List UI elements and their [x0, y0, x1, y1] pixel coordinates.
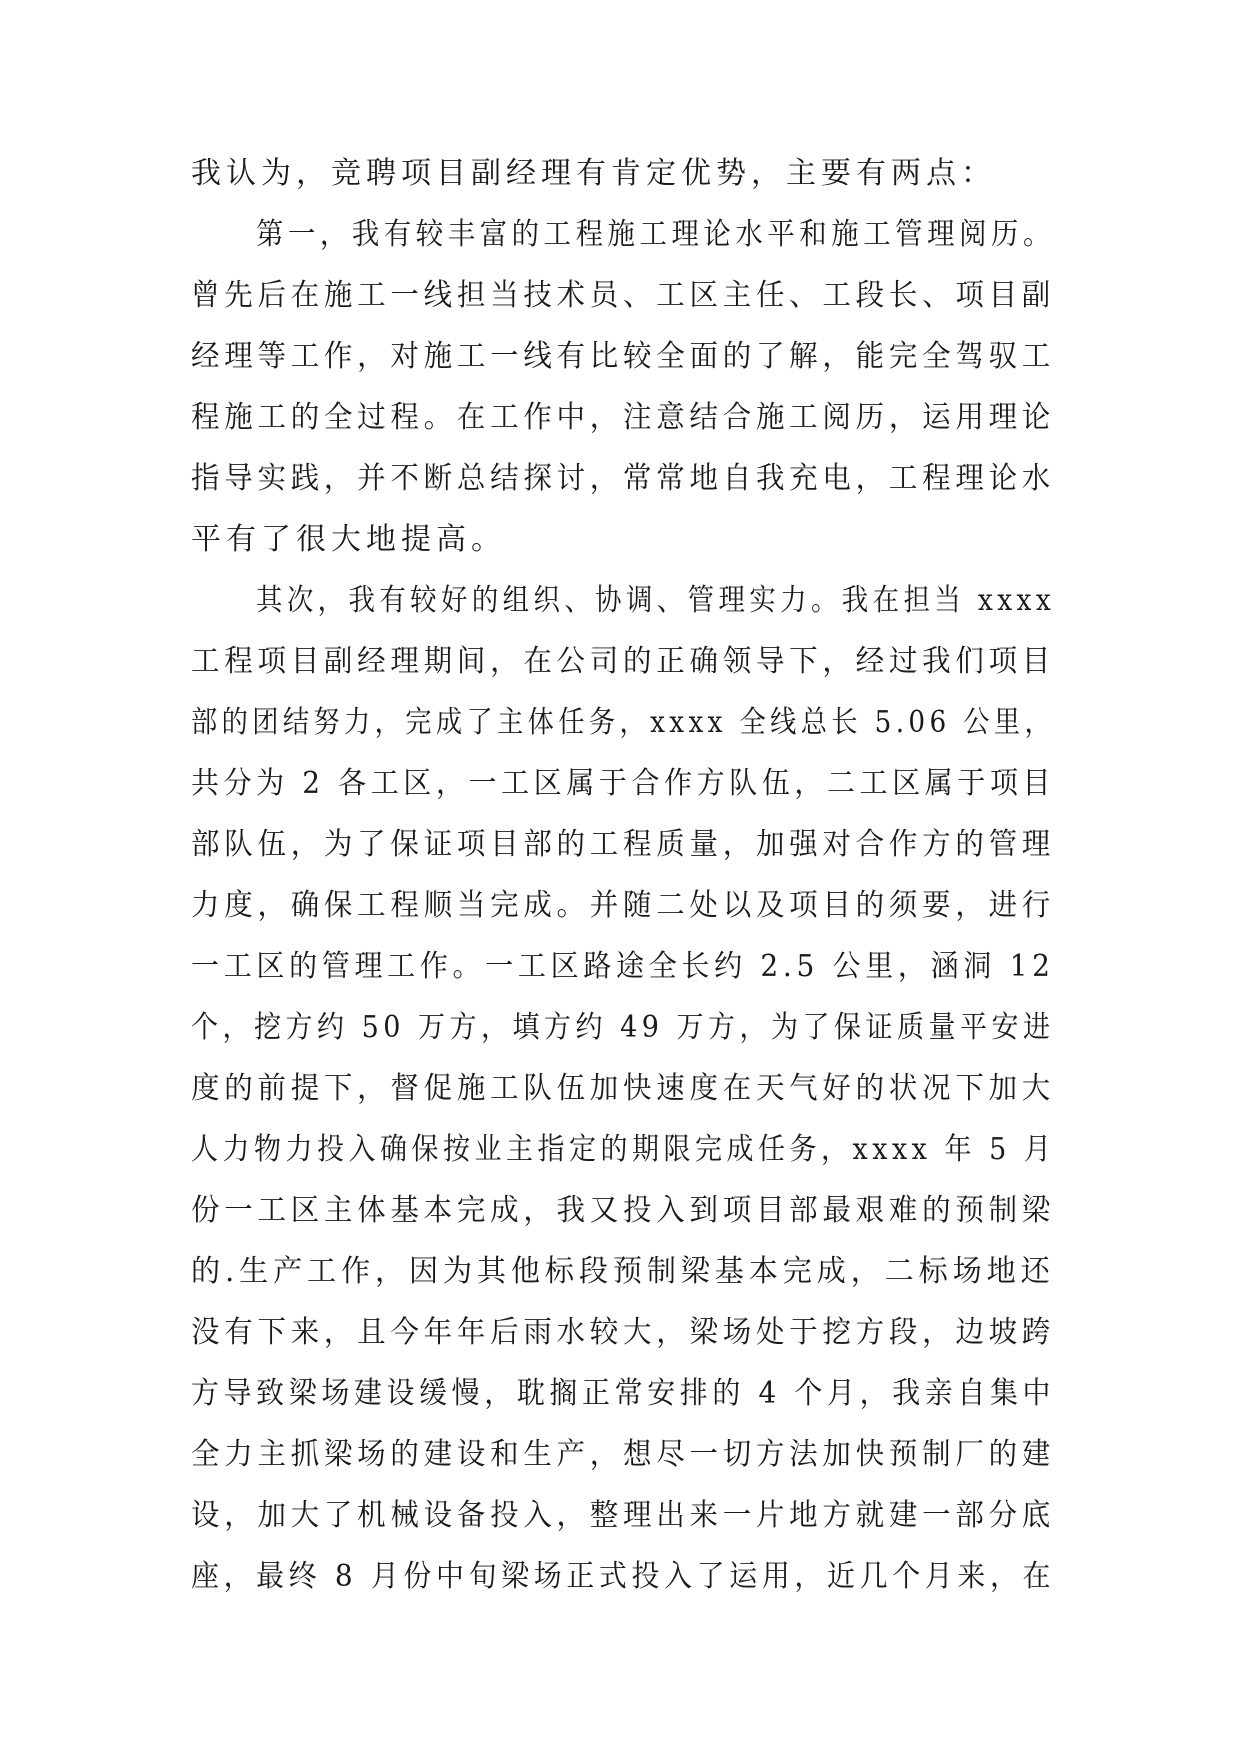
text-line: 个，挖方约 50 万方，填方约 49 万方，为了保证质量平安进	[191, 1010, 1055, 1045]
text-line: 全力主抓梁场的建设和生产，想尽一切方法加快预制厂的建	[191, 1437, 1056, 1472]
text-line: 一工区的管理工作。一工区路途全长约 2.5 公里，涵洞 12	[191, 949, 1055, 984]
text-line: 经理等工作，对施工一线有比较全面的了解，能完全驾驭工	[191, 339, 1056, 374]
text-line: 力度，确保工程顺当完成。并随二处以及项目的须要，进行	[191, 888, 1056, 923]
text-line: 共分为 2 各工区，一工区属于合作方队伍，二工区属于项目	[191, 766, 1056, 801]
text-line: 方导致梁场建设缓慢，耽搁正常安排的 4 个月，我亲自集中	[191, 1376, 1056, 1411]
text-line: 我认为，竞聘项目副经理有肯定优势，主要有两点：	[191, 156, 996, 191]
text-line: 份一工区主体基本完成，我又投入到项目部最艰难的预制梁	[191, 1193, 1056, 1228]
paragraph-first-line: 其次，我有较好的组织、协调、管理实力。我在担当 xxxx	[256, 583, 1056, 618]
text-line: 度的前提下，督促施工队伍加快速度在天气好的状况下加大	[191, 1071, 1056, 1106]
text-line: 的.生产工作，因为其他标段预制梁基本完成，二标场地还	[191, 1254, 1055, 1289]
text-line: 曾先后在施工一线担当技术员、工区主任、工段长、项目副	[191, 278, 1056, 313]
paragraph-first-line: 第一，我有较丰富的工程施工理论水平和施工管理阅历。	[256, 217, 1055, 252]
text-line: 工程项目副经理期间，在公司的正确领导下，经过我们项目	[191, 644, 1056, 679]
text-line: 人力物力投入确保按业主指定的期限完成任务，xxxx 年 5 月	[191, 1132, 1056, 1167]
text-line: 指导实践，并不断总结探讨，常常地自我充电，工程理论水	[191, 461, 1056, 496]
text-line: 程施工的全过程。在工作中，注意结合施工阅历，运用理论	[191, 400, 1056, 435]
text-line: 座，最终 8 月份中旬梁场正式投入了运用，近几个月来，在	[191, 1559, 1056, 1594]
text-line: 部队伍，为了保证项目部的工程质量，加强对合作方的管理	[191, 827, 1056, 862]
text-line: 没有下来，且今年年后雨水较大，梁场处于挖方段，边坡跨	[191, 1315, 1056, 1350]
text-line: 设，加大了机械设备投入，整理出来一片地方就建一部分底	[191, 1498, 1056, 1533]
text-line: 部的团结努力，完成了主体任务，xxxx 全线总长 5.06 公里，	[191, 705, 1056, 740]
text-line: 平有了很大地提高。	[191, 522, 506, 557]
